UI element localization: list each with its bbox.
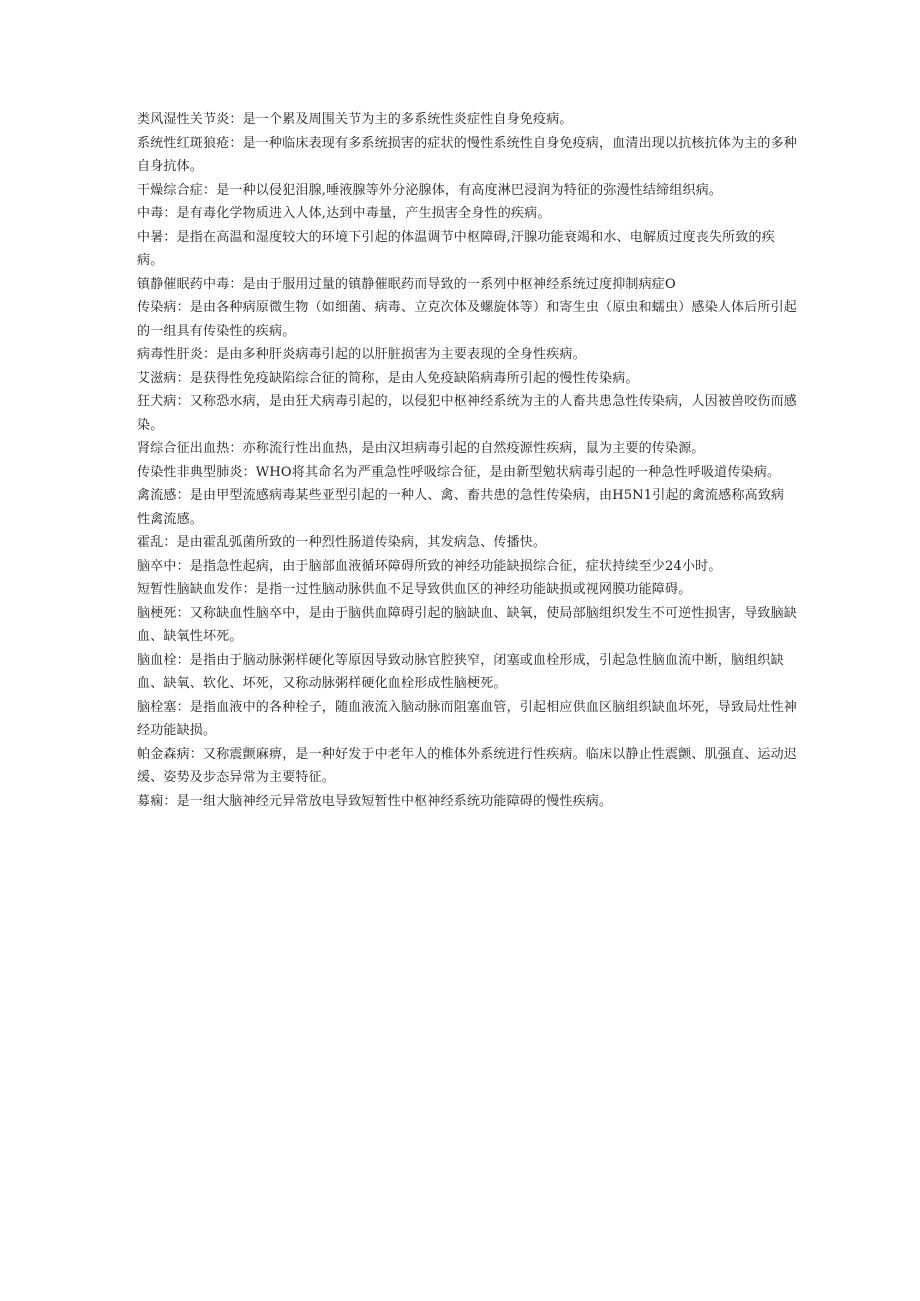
definition-lupus: 系统性红斑狼疮：是一种临床表现有多系统损害的症状的慢性系统性自身免疫病，血清出现以抗核抗体为主的多种自身抗体。 bbox=[137, 135, 798, 174]
definition-cerebral-thrombosis: 脑血栓：是指由于脑动脉粥样硬化等原因导致动脉官腔狭窄，闭塞或血栓形成，引起急性脑血流中断，脑组织缺血、缺氧、软化、坏死，又称动脉粥样硬化血栓形成性脑梗死。 bbox=[137, 652, 784, 691]
definition-cerebral-embolism: 脑栓塞：是指血液中的各种栓子，随血液流入脑动脉而阻塞血管，引起相应供血区脑组织缺血坏死，导致局灶性神经功能缺损。 bbox=[137, 699, 798, 738]
definition-poisoning: 中毒：是有毒化学物质进入人体,达到中毒量，产生损害全身性的疾病。 bbox=[137, 206, 551, 221]
definition-infectious-disease: 传染病：是由各种病原微生物（如细菌、病毒、立克次体及螺旋体等）和寄生虫（原虫和蠕虫）感染人体后所引起的一组具有传染性的疾病。 bbox=[137, 300, 798, 339]
definition-stroke: 脑卒中：是指急性起病，由于脑部血液循环障碍所致的神经功能缺损综合征，症状持续至少24小时。 bbox=[137, 558, 722, 574]
definition-rheumatoid-arthritis: 类风湿性关节炎：是一个累及周围关节为主的多系统性炎症性自身免疫病。 bbox=[137, 112, 573, 127]
definition-heatstroke: 中暑：是指在高温和湿度较大的环境下引起的体温调节中枢障碍,汗腺功能衰竭和水、电解质过度丧失所致的疾病。 bbox=[137, 229, 775, 268]
definition-cerebral-infarction: 脑梗死：又称缺血性脑卒中，是由于脑供血障碍引起的脑缺血、缺氧，使局部脑组织发生不可逆性损害，导致脑缺血、缺氧性坏死。 bbox=[137, 605, 798, 644]
definition-viral-hepatitis: 病毒性肝炎：是由多种肝炎病毒引起的以肝脏损害为主要表现的全身性疾病。 bbox=[137, 347, 586, 362]
definition-sars: 传染性非典型肺炎：WHO将其命名为严重急性呼吸综合征，是由新型勉状病毒引起的一种急性呼吸道传染病。 bbox=[137, 464, 781, 480]
definition-epilepsy: 募痫：是一组大脑神经元异常放电导致短暂性中枢神经系统功能障碍的慢性疾病。 bbox=[137, 793, 613, 809]
document-body bbox=[137, 108, 797, 813]
definition-avian-influenza: 禽流感：是由甲型流感病毒某些亚型引起的一种人、禽、畜共患的急性传染病，由H5N1引起的禽流感称高致病性禽流感。 bbox=[137, 488, 785, 527]
definition-sjogren-syndrome: 干燥综合症：是一种以侵犯泪腺,唾液腺等外分泌腺体，有高度淋巴浸润为特征的弥漫性结缔组织病。 bbox=[137, 182, 723, 198]
definition-rabies: 狂犬病：又称恐水病，是由狂犬病毒引起的，以侵犯中枢神经系统为主的人畜共患急性传染病，人因被兽咬伤而感染。 bbox=[137, 394, 798, 433]
definition-tia: 短暂性脑缺血发作：是指一过性脑动脉供血不足导致供血区的神经功能缺损或视网膜功能障碍。 bbox=[137, 582, 692, 597]
definition-parkinsons: 帕金森病：又称震颤麻痹，是一种好发于中老年人的椎体外系统进行性疾病。临床以静止性震颤、肌强直、运动迟缓、姿势及步态异常为主要特征。 bbox=[137, 746, 798, 785]
definition-aids: 艾滋病：是获得性免疫缺陷综合征的简称，是由人免疫缺陷病毒所引起的慢性传染病。 bbox=[137, 370, 639, 386]
definition-hemorrhagic-fever: 肾综合征出血热：亦称流行性出血热，是由汉坦病毒引起的自然疫源性疾病，鼠为主要的传染源。 bbox=[137, 441, 705, 456]
definition-cholera: 霍乱：是由霍乱弧菌所致的一种烈性肠道传染病，其发病急、传播快。 bbox=[137, 535, 547, 550]
definition-sedative-poisoning: 镇静催眠药中毒：是由于服用过量的镇静催眠药而导致的一系列中枢神经系统过度抑制病症O bbox=[137, 276, 676, 292]
